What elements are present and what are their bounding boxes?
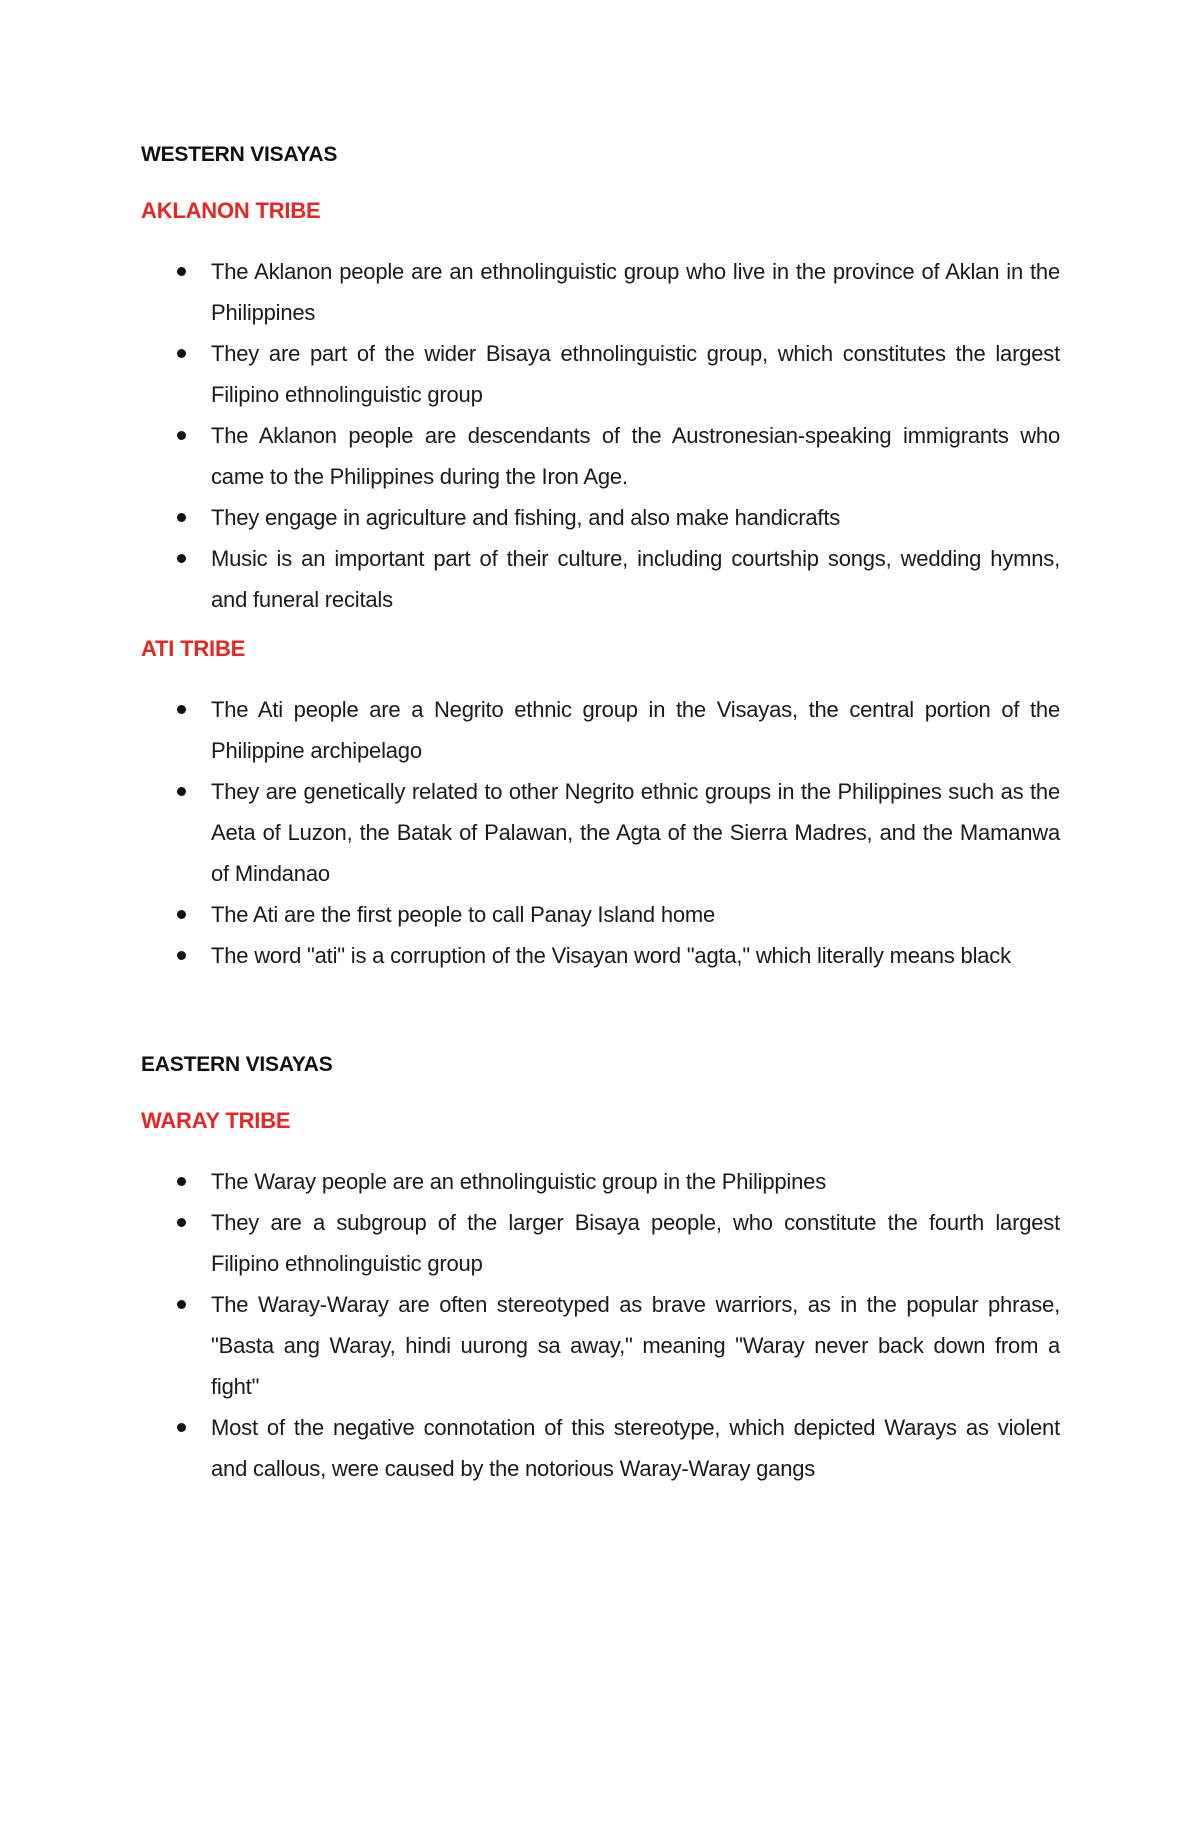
bullet-icon — [177, 1218, 186, 1227]
list-item — [141, 538, 1060, 620]
list-item-text: They engage in agriculture and fishing, and also make handicrafts — [211, 505, 841, 530]
bullet-icon — [177, 513, 186, 522]
list-item — [141, 894, 1060, 935]
tribe-heading-aklanon: AKLANON TRIBE — [141, 198, 321, 223]
list-item — [141, 935, 1060, 976]
list-item-text: They are part of the wider Bisaya ethnolinguistic group, which constitutes the largest Filipino ethnolinguistic group — [211, 341, 1060, 407]
list-item — [141, 771, 1060, 894]
list-item — [141, 1284, 1060, 1407]
bullet-icon — [177, 787, 186, 796]
bullet-icon — [177, 1300, 186, 1309]
list-item-text: The Aklanon people are descendants of the Austronesian-speaking immigrants who came to the Philippines during the Iron Age. — [211, 423, 1060, 489]
list-item — [141, 333, 1060, 415]
bullet-icon — [177, 1423, 186, 1432]
list-item — [141, 689, 1060, 771]
document-page — [141, 140, 1060, 1489]
list-item — [141, 1202, 1060, 1284]
bullet-icon — [177, 951, 186, 960]
list-item-text: Music is an important part of their culture, including courtship songs, wedding hymns, and funeral recitals — [211, 546, 1060, 612]
list-item-text: The word "ati" is a corruption of the Visayan word "agta," which literally means black — [211, 943, 1011, 968]
bullet-icon — [177, 554, 186, 563]
list-item — [141, 415, 1060, 497]
bullet-icon — [177, 1177, 186, 1186]
tribe-heading-ati: ATI TRIBE — [141, 636, 246, 661]
ati-bullet-list — [141, 689, 1060, 976]
region-heading-eastern-visayas: EASTERN VISAYAS — [141, 1053, 333, 1076]
bullet-icon — [177, 267, 186, 276]
list-item — [141, 497, 1060, 538]
list-item-text: The Aklanon people are an ethnolinguistic group who live in the province of Aklan in the Philippines — [211, 259, 1060, 325]
tribe-heading-waray: WARAY TRIBE — [141, 1108, 291, 1133]
section-spacer — [141, 976, 1060, 1050]
waray-bullet-list — [141, 1161, 1060, 1489]
list-item-text: The Ati people are a Negrito ethnic group in the Visayas, the central portion of the Philippine archipelago — [211, 697, 1060, 763]
bullet-icon — [177, 349, 186, 358]
list-item-text: They are a subgroup of the larger Bisaya people, who constitute the fourth largest Filipino ethnolinguistic group — [211, 1210, 1060, 1276]
bullet-icon — [177, 705, 186, 714]
list-item — [141, 1407, 1060, 1489]
bullet-icon — [177, 910, 186, 919]
list-item-text: They are genetically related to other Negrito ethnic groups in the Philippines such as the Aeta of Luzon, the Batak of Palawan, the Agta of the Sierra Madres, and the Mamanwa of Mindanao — [211, 779, 1060, 886]
region-heading-western-visayas: WESTERN VISAYAS — [141, 143, 338, 166]
list-item — [141, 1161, 1060, 1202]
bullet-icon — [177, 431, 186, 440]
list-item-text: The Waray-Waray are often stereotyped as brave warriors, as in the popular phrase, "Basta ang Waray, hindi uurong sa away," meaning "Waray never back down from a fight" — [211, 1292, 1060, 1399]
list-item-text: The Waray people are an ethnolinguistic group in the Philippines — [211, 1169, 826, 1194]
list-item-text: Most of the negative connotation of this stereotype, which depicted Warays as violent and callous, were caused by the notorious Waray-Waray gangs — [211, 1415, 1060, 1481]
list-item-text: The Ati are the first people to call Panay Island home — [211, 902, 716, 927]
list-item — [141, 251, 1060, 333]
aklanon-bullet-list — [141, 251, 1060, 620]
